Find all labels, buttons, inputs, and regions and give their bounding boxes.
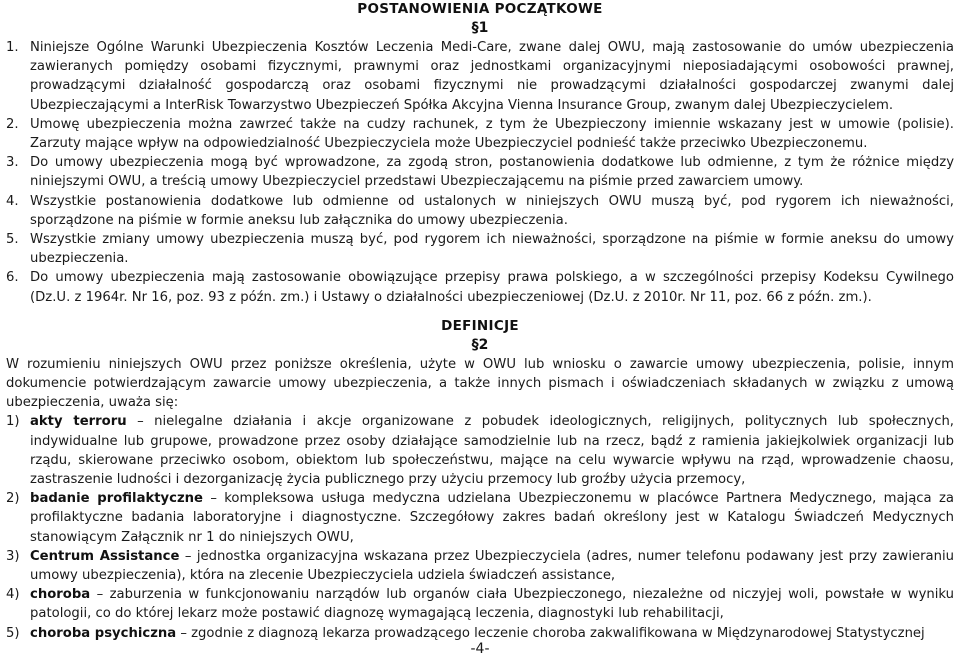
definition-4 (0, 585, 960, 623)
clause-text: Umowę ubezpieczenia można zawrzeć także na cudzy rachunek, z tym że Ubezpieczony imiennie wskazany jest w umowie (polisie). Zarzuty mające wpływ na odpowiedzialność Ubezpieczyciela może Ubezpieczyciel podnieść także przeciwko Ubezpieczonemu. (30, 116, 954, 152)
definition-text: – nielegalne działania i akcje organizowane z pobudek ideologicznych, religijnych, politycznych lub społecznych, indywidualne lub grupowe, prowadzone przez osoby działające samodzielnie lub na rzecz, bądź z ramienia jakiejkolwiek organizacji lub rządu, skierowane przeciwko osobom, obiektom lub społeczeństwu, mające na celu wywarcie wpływu na rząd, wprowadzenie chaosu, zastraszenie ludności i dezorganizację życia publicznego przy użyciu przemocy lub groźby użycia przemocy, (30, 414, 955, 488)
definition-text: – jednostka organizacyjna wskazana przez Ubezpieczyciela (adres, numer telefonu podawany jest przy zawieraniu umowy ubezpieczenia), która na zlecenie Ubezpieczyciela udziela świadczeń assistance, (30, 548, 955, 584)
clause-number: 6. (6, 270, 19, 286)
section-2 (0, 317, 960, 643)
definition-term: choroba psychiczna (30, 625, 177, 641)
section-2-title: DEFINICJE (441, 317, 519, 334)
definition-term: Centrum Assistance (30, 548, 180, 564)
section-1-title: POSTANOWIENIA POCZĄTKOWE (357, 1, 603, 17)
definition-number: 3) (6, 548, 20, 564)
clause-6 (0, 268, 960, 306)
definition-number: 5) (6, 625, 20, 641)
section-1-number: §1 (471, 20, 489, 36)
clause-number: 3. (6, 155, 19, 171)
clause-number: 2. (6, 116, 19, 132)
clause-text: Niniejsze Ogólne Warunki Ubezpieczenia Kosztów Leczenia Medi-Care, zwane dalej OWU, mają zastosowanie do umów ubezpieczenia zawieranych pomiędzy osobami fizycznymi, prawnymi oraz jednostkami organizacyjnymi nieposiadającymi osobowości prawnej, prowadzącymi działalność gospodarczą oraz osobami fizycznymi nie prowadzącymi działalności gospodarczej zwanymi dalej Ubezpieczającymi a InterRisk Towarzystwo Ubezpieczeń Spółka Akcyjna Vienna Insurance Group, zwanym dalej Ubezpieczycielem. (30, 40, 954, 113)
definition-term: choroba (30, 587, 91, 603)
definition-text: – zgodnie z diagnozą lekarza prowadzącego leczenie choroba zakwalifikowana w Międzynarodowej Statystycznej (176, 625, 925, 641)
definition-text: – kompleksowa usługa medyczna udzielana Ubezpieczonemu w placówce Partnera Medycznego, mająca za profilaktyczne badania laboratoryjne i diagnostyczne. Szczegółowy zakres badań określony jest w Katalogu Świadczeń Medycznych stanowiącym Załącznik nr 1 do niniejszych OWU, (30, 491, 954, 545)
clause-1 (0, 38, 960, 115)
clause-3 (0, 153, 960, 191)
clause-text: Do umowy ubezpieczenia mogą być wprowadzone, za zgodą stron, postanowienia dodatkowe lub odmienne, z tym że różnice między niniejszymi OWU, a treścią umowy Ubezpieczyciel przedstawi Ubezpieczającemu na piśmie przed zawarciem umowy. (30, 155, 954, 190)
definitions-intro: W rozumieniu niniejszych OWU przez poniższe określenia, użyte w OWU lub wniosku o zawarcie umowy ubezpieczenia, polisie, innym dokumencie potwierdzającym zawarcie umowy ubezpieczenia, a także innych pismach i oświadczeniach składanych w związku z umową ubezpieczenia, uważa się: (6, 356, 954, 411)
clause-text: Wszystkie zmiany umowy ubezpieczenia muszą być, pod rygorem ich nieważności, sporządzone na piśmie w formie aneksu do umowy ubezpieczenia. (30, 232, 954, 267)
definition-number: 1) (6, 414, 20, 430)
clause-5 (0, 230, 960, 268)
clause-4 (0, 192, 960, 230)
definition-2 (0, 489, 960, 547)
clause-number: 1. (6, 40, 19, 55)
section-2-number: §2 (471, 336, 489, 353)
definition-text: – zaburzenia w funkcjonowaniu narządów lub organów ciała Ubezpieczonego, niezależne od niczyjej woli, powstałe w wyniku patologii, co do której lekarz może postawić diagnozę wymagającą leczenia, diagnostyki lub rehabilitacji, (30, 587, 954, 622)
clause-number: 5. (6, 232, 19, 248)
clause-number: 4. (6, 193, 19, 209)
definition-number: 4) (6, 587, 20, 603)
definition-1 (0, 412, 960, 489)
definition-term: akty terroru (30, 414, 127, 430)
page-number: -4- (470, 641, 490, 657)
definition-term: badanie profilaktyczne (30, 491, 203, 507)
clause-text: Wszystkie postanowienia dodatkowe lub odmienne od ustalonych w niniejszych OWU muszą być, pod rygorem ich nieważności, sporządzone na piśmie w formie aneksu lub załącznika do umowy ubezpieczenia. (30, 193, 954, 228)
definition-number: 2) (6, 491, 20, 507)
definition-3 (0, 547, 960, 585)
section-1 (0, 0, 960, 307)
clause-text: Do umowy ubezpieczenia mają zastosowanie obowiązujące przepisy prawa polskiego, a w szczególności przepisy Kodeksu Cywilnego (Dz.U. z 1964r. Nr 16, poz. 93 z późn. zm.) i Ustawy o działalności ubezpieczeniowej (Dz.U. z 2010r. Nr 11, poz. 66 z późn. zm.). (30, 270, 954, 305)
clause-2 (0, 115, 960, 153)
